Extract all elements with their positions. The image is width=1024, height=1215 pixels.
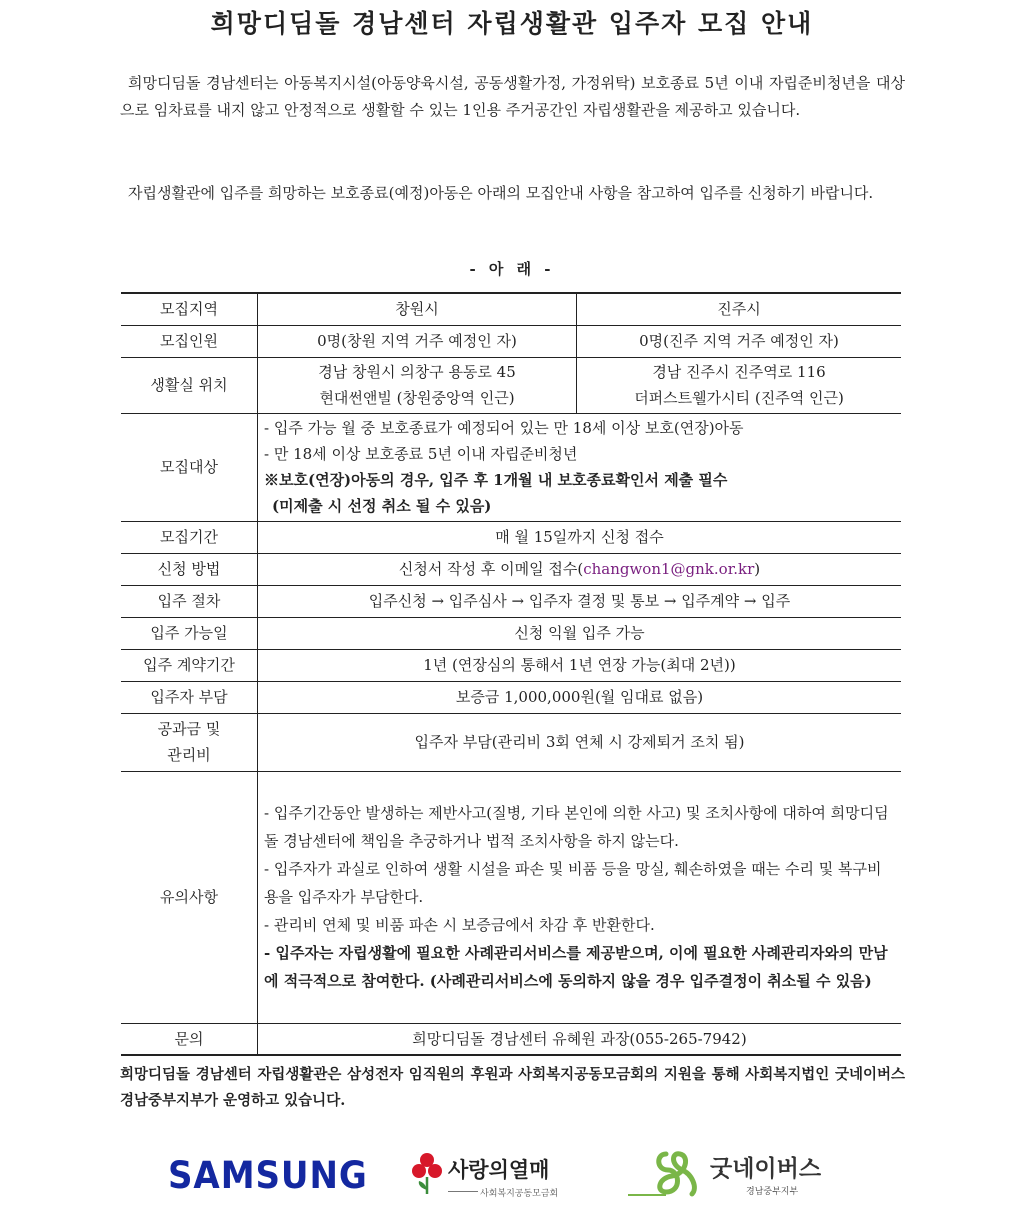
notes-label: 유의사항: [121, 771, 258, 1023]
section-heading: - 아 래 -: [469, 260, 555, 278]
procedure-label: 입주 절차: [121, 585, 258, 617]
count-jinju: 0명(진주 지역 거주 예정인 자): [577, 325, 902, 357]
good-neighbors-icon: [652, 1148, 708, 1200]
location-label: 생활실 위치: [121, 357, 258, 413]
count-label: 모집인원: [121, 325, 258, 357]
target-label: 모집대상: [121, 413, 258, 521]
samsung-logo: SAMSUNG: [168, 1154, 368, 1197]
location-changwon-building: 현대썬앤빌 (창원중앙역 인근): [319, 389, 515, 407]
contact-value: 희망디딤돌 경남센터 유혜원 과장(055-265-7942): [258, 1023, 902, 1055]
target-note-sub: (미제출 시 선정 취소 될 수 있음): [272, 497, 492, 515]
location-jinju-building: 더퍼스트웰가시티 (진주역 인근): [634, 389, 844, 407]
good-neighbors-logo: [626, 1148, 836, 1208]
intro-paragraph-1: 희망디딤돌 경남센터는 아동복지시설(아동양육시설, 공동생활가정, 가정위탁) 보호종료 5년 이내 자립준비청년을 대상으로 임차료를 내지 않고 안정적으로 생활할 수 있는 1인용 주거공간인 자립생활관을 제공하고 있습니다.: [120, 74, 905, 119]
movein-value: 신청 익월 입주 가능: [258, 617, 902, 649]
burden-value: 보증금 1,000,000원(월 임대료 없음): [258, 681, 902, 713]
period-label: 모집기간: [121, 521, 258, 553]
note-item-1: - 입주기간동안 발생하는 제반사고(질병, 기타 본인에 의한 사고) 및 조치사항에 대하여 희망디딤돌 경남센터에 책임을 추궁하거나 법적 조치사항을 하지 않는다.: [264, 804, 889, 850]
love-fruit-name: 사랑의열매: [448, 1158, 550, 1182]
count-changwon: 0명(창원 지역 거주 예정인 자): [258, 325, 577, 357]
utility-label: [121, 713, 258, 771]
utility-label-line-1: 공과금 및: [157, 720, 221, 738]
love-fruit-rule: [448, 1191, 478, 1192]
utility-label-line-2: 관리비: [167, 746, 211, 764]
target-value: [258, 413, 902, 521]
method-value: [258, 553, 902, 585]
contract-label: 입주 계약기간: [121, 649, 258, 681]
target-note: ※보호(연장)아동의 경우, 입주 후 1개월 내 보호종료확인서 제출 필수: [264, 471, 728, 489]
note-item-3: - 관리비 연체 및 비품 파손 시 보증금에서 차감 후 반환한다.: [264, 916, 655, 934]
love-fruit-icon: [410, 1150, 444, 1198]
target-item-1: - 입주 가능 월 중 보호종료가 예정되어 있는 만 18세 이상 보호(연장)아동: [264, 419, 744, 437]
region-changwon: 창원시: [258, 293, 577, 325]
procedure-value: 입주신청 → 입주심사 → 입주자 결정 및 통보 → 입주계약 → 입주: [258, 585, 902, 617]
movein-label: 입주 가능일: [121, 617, 258, 649]
recruitment-table: [121, 292, 901, 1056]
notes-value: [258, 771, 902, 1023]
note-item-4: - 입주자는 자립생활에 필요한 사례관리서비스를 제공받으며, 이에 필요한 사례관리자와의 만남에 적극적으로 참여한다. (사례관리서비스에 동의하지 않을 경우 입주결정이 취소될 수 있음): [264, 944, 888, 990]
method-label: 신청 방법: [121, 553, 258, 585]
burden-label: 입주자 부담: [121, 681, 258, 713]
period-value: 매 월 15일까지 신청 접수: [258, 521, 902, 553]
location-jinju: [577, 357, 902, 413]
footer-text: 희망디딤돌 경남센터 자립생활관은 삼성전자 임직원의 후원과 사회복지공동모금회의 지원을 통해 사회복지법인 굿네이버스 경남중부지부가 운영하고 있습니다.: [120, 1066, 905, 1109]
love-fruit-logo: [410, 1150, 580, 1210]
utility-value: 입주자 부담(관리비 3회 연체 시 강제퇴거 조치 됨): [258, 713, 902, 771]
contact-label: 문의: [121, 1023, 258, 1055]
love-fruit-subtitle: 사회복지공동모금회: [480, 1189, 559, 1199]
target-item-2: - 만 18세 이상 보호종료 5년 이내 자립준비청년: [264, 445, 578, 463]
location-changwon: [258, 357, 577, 413]
contact-email-link[interactable]: changwon1@gnk.or.kr: [583, 560, 755, 578]
region-label: 모집지역: [121, 293, 258, 325]
note-item-2: - 입주자가 과실로 인하여 생활 시설을 파손 및 비품 등을 망실, 훼손하였을 때는 수리 및 복구비용을 입주자가 부담한다.: [264, 860, 882, 906]
location-changwon-address: 경남 창원시 의창구 용동로 45: [318, 363, 516, 381]
sponsor-logos: [0, 1140, 1024, 1210]
contract-value: 1년 (연장심의 통해서 1년 연장 가능(최대 2년)): [258, 649, 902, 681]
page-title: 희망디딤돌 경남센터 자립생활관 입주자 모집 안내: [210, 9, 814, 38]
intro-paragraph-2: 자립생활관에 입주를 희망하는 보호종료(예정)아동은 아래의 모집안내 사항을 참고하여 입주를 신청하기 바랍니다.: [128, 184, 874, 202]
location-jinju-address: 경남 진주시 진주역로 116: [652, 363, 826, 381]
region-jinju: 진주시: [577, 293, 902, 325]
method-end: ): [754, 560, 761, 578]
good-neighbors-name: 굿네이버스: [710, 1156, 822, 1182]
good-neighbors-branch: 경남중부지부: [746, 1187, 799, 1197]
method-text: 신청서 작성 후 이메일 접수(: [398, 560, 584, 578]
